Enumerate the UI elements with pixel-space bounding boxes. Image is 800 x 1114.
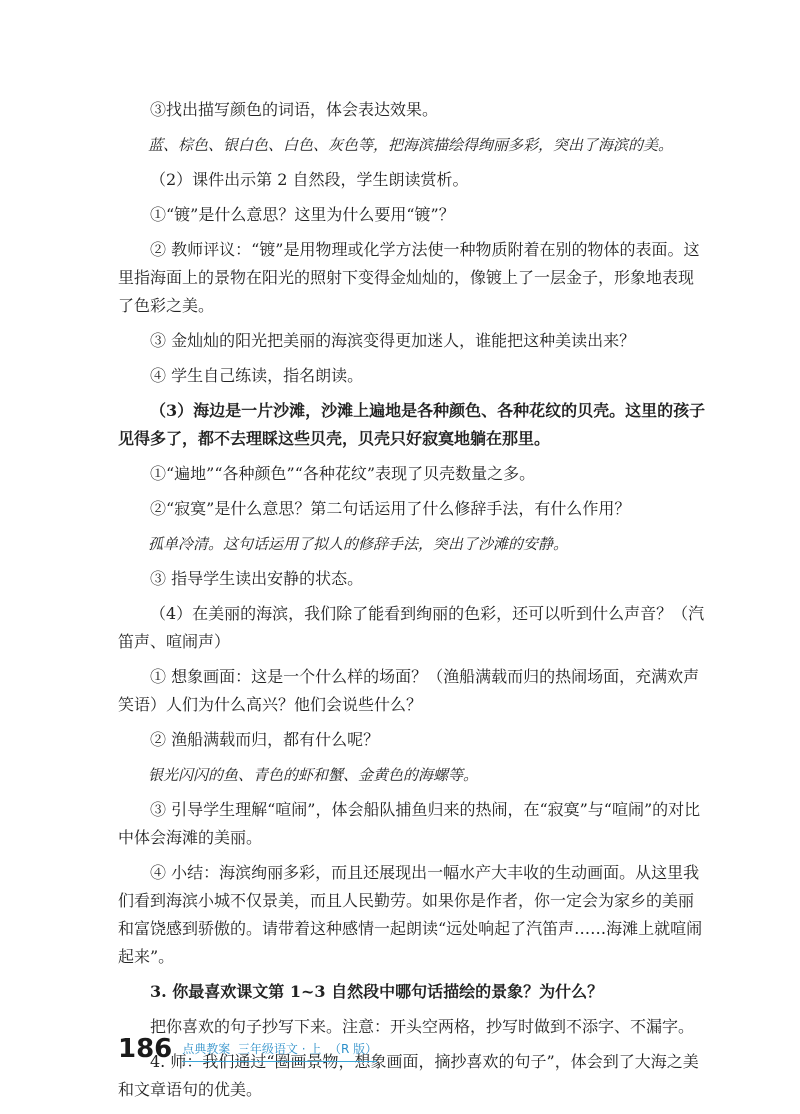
page-number: 186 [118, 1034, 173, 1064]
paragraph: ①“遍地”“各种颜色”“各种花纹”表现了贝壳数量之多。 [150, 464, 536, 483]
paragraph: 把你喜欢的句子抄写下来。注意：开头空两格，抄写时做到不添字、不漏字。 [150, 1017, 695, 1036]
paragraph: ②“寂寞”是什么意思？第二句话运用了什么修辞手法，有什么作用？ [150, 499, 631, 518]
paragraph: （3）海边是一片沙滩，沙滩上遍地是各种颜色、各种花纹的贝壳。这里的孩子见得多了，都不去理睬这些贝壳，贝壳只好寂寞地躺在那里。 [118, 401, 706, 448]
paragraph: ③找出描写颜色的词语，体会表达效果。 [150, 100, 439, 119]
book-title: 点典教案 三年级语文 · 上 （R 版） [182, 1040, 377, 1062]
paragraph: ④ 小结：海滨绚丽多彩，而且还展现出一幅水产大丰收的生动画面。从这里我们看到海滨小城不仅景美，而且人民勤劳。如果你是作者，你一定会为家乡的美丽和富饶感到骄傲的。请带着这种感情一起朗读“远处响起了汽笛声……海滩上就喧闹起来”。 [118, 863, 703, 966]
paragraph: ③ 引导学生理解“喧闹”，体会船队捕鱼归来的热闹，在“寂寞”与“喧闹”的对比中体会海滩的美丽。 [118, 800, 701, 847]
paragraph: ③ 指导学生读出安静的状态。 [150, 569, 364, 588]
answer-paragraph: 蓝、棕色、银白色、白色、灰色等，把海滨描绘得绚丽多彩，突出了海滨的美。 [148, 136, 674, 154]
paragraph: （4）在美丽的海滨，我们除了能看到绚丽的色彩，还可以听到什么声音？（汽笛声、喧闹声） [118, 604, 705, 651]
paragraph: ③ 金灿灿的阳光把美丽的海滨变得更加迷人，谁能把这种美读出来？ [150, 331, 636, 350]
page-content [118, 96, 708, 1111]
paragraph: ② 教师评议：“镀”是用物理或化学方法使一种物质附着在别的物体的表面。这里指海面上的景物在阳光的照射下变得金灿灿的，像镀上了一层金子，形象地表现了色彩之美。 [118, 240, 700, 315]
page-footer [118, 1034, 377, 1062]
answer-paragraph: 孤单冷清。这句话运用了拟人的修辞手法，突出了沙滩的安静。 [148, 535, 569, 553]
paragraph: ② 渔船满载而归，都有什么呢？ [150, 730, 380, 749]
answer-paragraph: 银光闪闪的鱼、青色的虾和蟹、金黄色的海螺等。 [148, 766, 479, 784]
paragraph: 3. 你最喜欢课文第 1~3 自然段中哪句话描绘的景象？为什么？ [150, 982, 604, 1001]
paragraph: ④ 学生自己练读，指名朗读。 [150, 366, 364, 385]
paragraph: （2）课件出示第 2 自然段，学生朗读赏析。 [150, 170, 469, 189]
paragraph: 4. 师：我们通过“圈画景物，想象画面，摘抄喜欢的句子”，体会到了大海之美和文章语句的优美。 [118, 1052, 699, 1099]
paragraph: ① 想象画面：这是一个什么样的场面？（渔船满载而归的热闹场面，充满欢声笑语）人们为什么高兴？他们会说些什么？ [118, 667, 700, 714]
paragraph: ①“镀”是什么意思？这里为什么要用“镀”？ [150, 205, 455, 224]
